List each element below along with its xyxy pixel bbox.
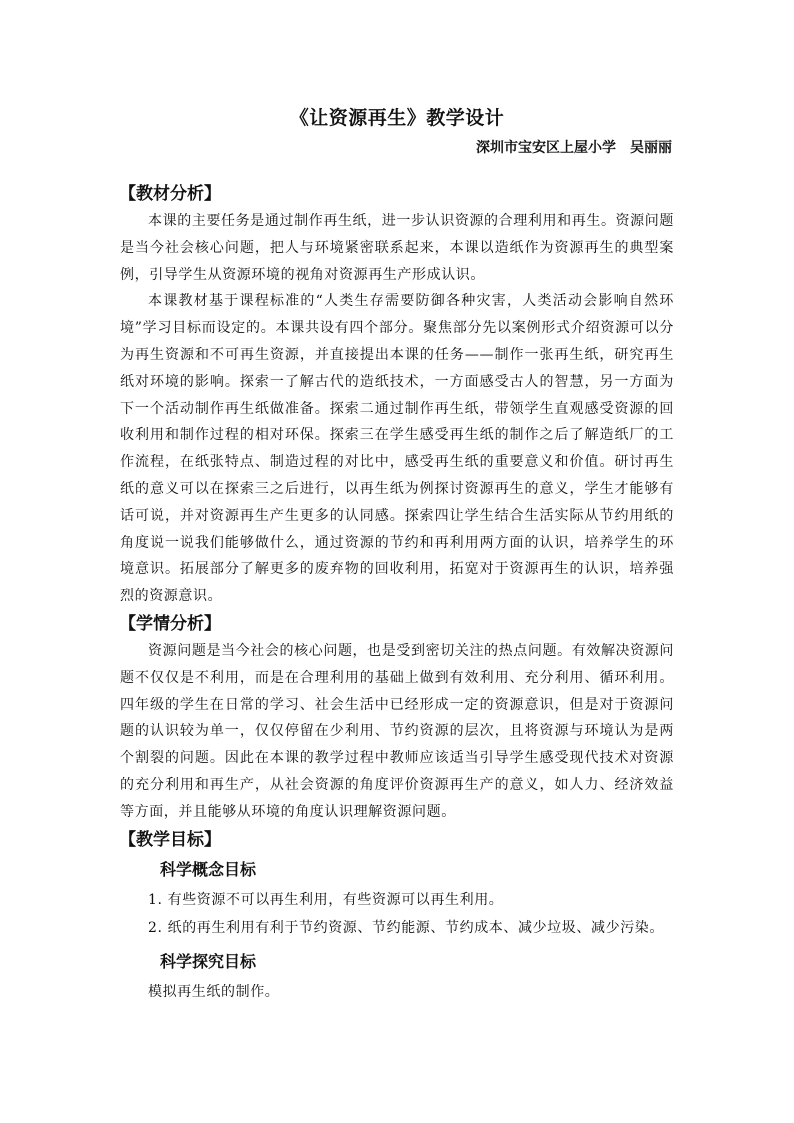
learners-paragraph-1: 资源问题是当今社会的核心问题，也是受到密切关注的热点问题。有效解决资源问题不仅仅是不利用，而是在合理利用的基础上做到有效利用、充分利用、循环利用。四年级的学生在日常的学习、社会生活中已经形成一定的资源意识，但是对于资源问题的认识较为单一，仅仅停留在少利用、节约资源的层次，且将资源与环境认为是两个割裂的问题。因此在本课的教学过程中教师应该适当引导学生感受现代技术对资源的充分利用和再生产，从社会资源的角度评价资源再生产的意义，如人力、经济效益等方面，并且能够从环境的角度认识理解资源问题。 xyxy=(120,642,674,820)
author-school: 深圳市宝安区上屋小学 xyxy=(476,140,616,156)
page-title: 《让资源再生》教学设计 xyxy=(289,107,505,129)
textbook-paragraph-1: 本课的主要任务是通过制作再生纸，进一步认识资源的合理利用和再生。资源问题是当今社会核心问题，把人与环境紧密联系起来，本课以造纸作为资源再生的典型案例，引导学生从资源环境的视角对资源再生产形成认识。 xyxy=(120,213,674,283)
author-name: 吴丽丽 xyxy=(630,140,672,156)
concept-goal-item-2: 2. 纸的再生利用有利于节约资源、节约能源、节约成本、减少垃圾、减少污染。 xyxy=(148,919,665,936)
section-heading-learners: 【学情分析】 xyxy=(119,613,221,634)
concept-goal-item-1: 1. 有些资源不可以再生利用，有些资源可以再生利用。 xyxy=(148,891,504,908)
inquiry-goal-text: 模拟再生纸的制作。 xyxy=(148,983,280,1000)
concept-goal-title: 科学概念目标 xyxy=(160,859,257,879)
section-heading-textbook: 【教材分析】 xyxy=(119,184,221,204)
textbook-paragraph-2: 本课教材基于课程标准的“人类生存需要防御各种灾害，人类活动会影响自然环境”学习目标而设定的。本课共设有四个部分。聚焦部分先以案例形式介绍资源可以分为再生资源和不可再生资源，并直接提出本课的任务——制作一张再生纸，研究再生纸对环境的影响。探索一了解古代的造纸技术，一方面感受古人的智慧，另一方面为下一个活动制作再生纸做准备。探索二通过制作再生纸，带领学生直观感受资源的回收利用和制作过程的相对环保。探索三在学生感受再生纸的制作之后了解造纸厂的工作流程，在纸张特点、制造过程的对比中，感受再生纸的重要意义和价值。研讨再生纸的意义可以在探索三之后进行，以再生纸为例探讨资源再生的意义，学生才能够有话可说，并对资源再生产生更多的认同感。探索四让学生结合生活实际从节约用纸的角度说一说我们能够做什么，通过资源的节约和再利用两方面的认识，培养学生的环境意识。拓展部分了解更多的废弃物的回收利用，拓宽对于资源再生的认识，培养强烈的资源意识。 xyxy=(120,293,674,605)
section-heading-goals: 【教学目标】 xyxy=(119,829,221,850)
inquiry-goal-title: 科学探究目标 xyxy=(160,951,257,971)
author-line xyxy=(476,137,672,157)
document-body xyxy=(120,180,674,1006)
